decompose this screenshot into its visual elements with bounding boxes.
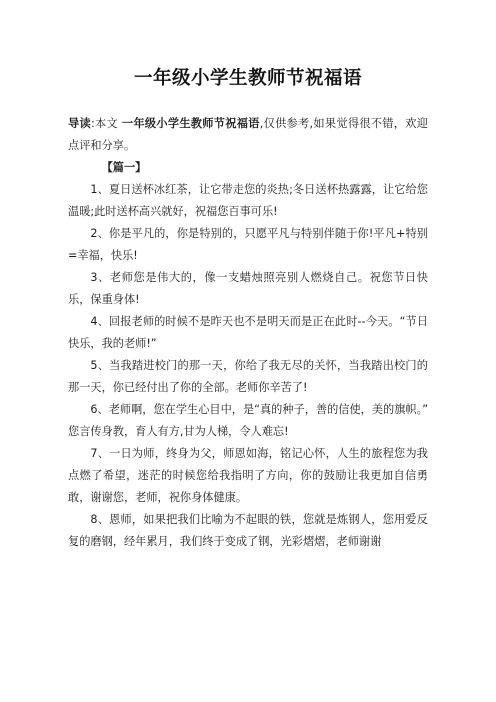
document-title: 一年级小学生教师节祝福语 bbox=[133, 68, 362, 89]
blessing-paragraph-5: 5、当我踏进校门的那一天，你给了我无尽的关怀，当我踏出校门的那一天，你已经付出了你的全部。老师你辛苦了! bbox=[68, 359, 428, 394]
blessing-paragraph-3: 3、老师您是伟大的，像一支蜡烛照亮别人燃烧自己。祝您节日快乐，保重身体! bbox=[68, 271, 428, 306]
blessing-paragraph-2: 2、你是平凡的，你是特别的，只愿平凡与特别伴随于你!平凡+特别=幸福，快乐! bbox=[68, 227, 428, 262]
blessing-paragraph-1: 1、夏日送杯冰红茶，让它带走您的炎热;冬日送杯热露露，让它给您温暖;此时送杯高兴就好，祝福您百事可乐! bbox=[68, 183, 428, 218]
intro-suffix: ,仅供参考,如果觉得很不错，欢迎点评和分享。 bbox=[68, 117, 428, 152]
section-heading: 【篇一】 bbox=[101, 161, 147, 174]
intro-label: 导读 bbox=[68, 117, 91, 130]
document-body bbox=[68, 113, 428, 553]
blessing-paragraph-8: 8、恩师，如果把我们比喻为不起眼的铁，您就是炼钢人，您用爱反复的磨钢，经年累月，我们终于变成了钢，光彩熠熠，老师谢谢 bbox=[68, 513, 428, 548]
intro-paragraph bbox=[68, 113, 428, 157]
blessing-paragraph-7: 7、一日为师，终身为父，师恩如海，铭记心怀，人生的旅程您为我点燃了希望，迷茫的时候您给我指明了方向，你的鼓励让我更加自信勇敢，谢谢您，老师，祝你身体健康。 bbox=[68, 447, 428, 504]
blessing-paragraph-6: 6、老师啊，您在学生心目中，是“真的种子，善的信使，美的旗帜。” 您言传身教，育人有方,甘为人梯，令人难忘! bbox=[68, 403, 428, 438]
blessing-paragraph-4: 4、回报老师的时候不是昨天也不是明天而是正在此时--今天。“节日快乐，我的老师!” bbox=[68, 315, 428, 350]
intro-prefix: :本文 bbox=[90, 117, 119, 130]
intro-article-name: 一年级小学生教师节祝福语 bbox=[121, 117, 260, 130]
